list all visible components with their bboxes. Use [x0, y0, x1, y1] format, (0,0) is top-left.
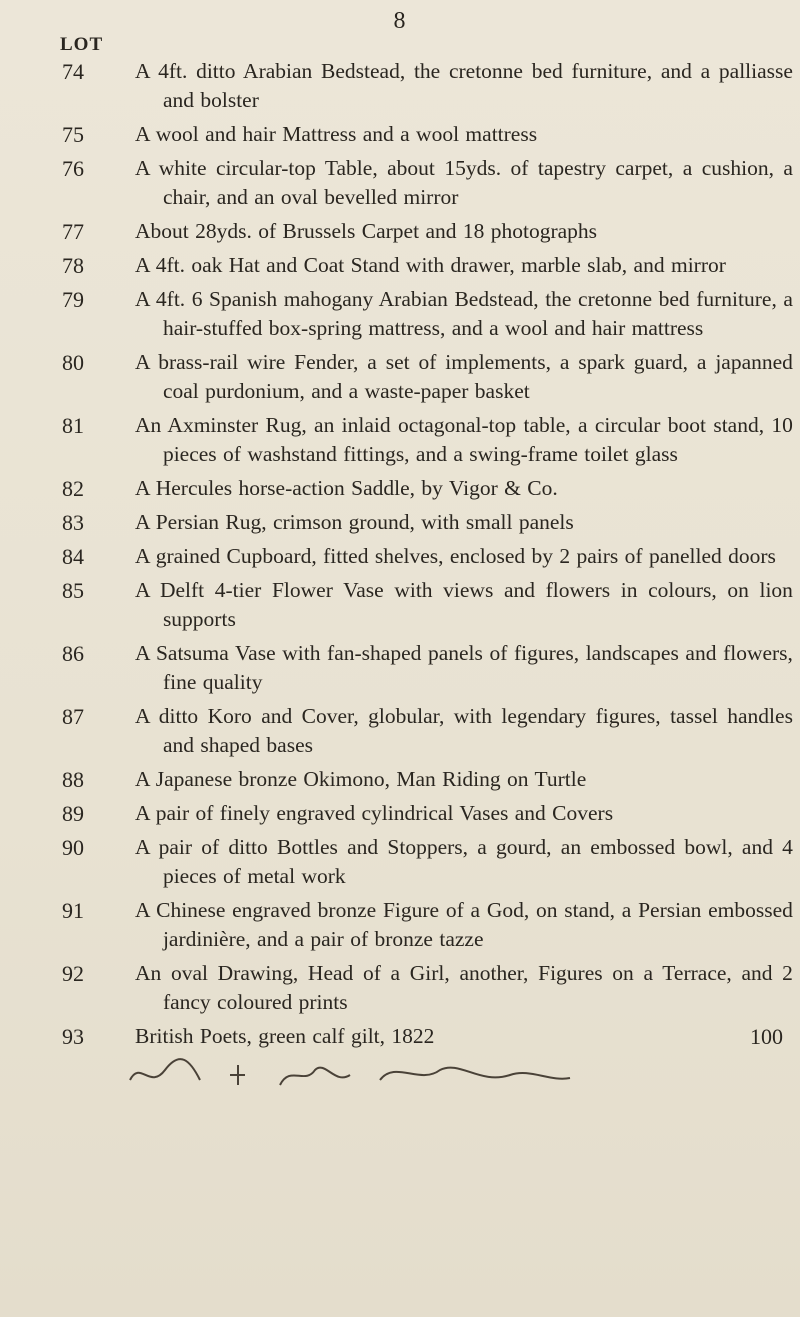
lot-number: 90: [62, 835, 84, 860]
lot-description: An oval Drawing, Head of a Girl, another, Figures on a Terrace, and 2 fancy coloured prints: [135, 961, 793, 1014]
lot-entry: [0, 348, 800, 406]
lot-entry: [0, 217, 800, 246]
lot-number: 91: [62, 898, 84, 923]
lot-description: A 4ft. 6 Spanish mahogany Arabian Bedstead, the cretonne bed furniture, a hair-stuffed box-spring mattress, and a wool and hair mattress: [135, 287, 793, 340]
lot-list: [0, 57, 800, 1056]
lot-number: 89: [62, 801, 84, 826]
lot-number: 75: [62, 122, 84, 147]
lot-entry: [0, 474, 800, 503]
lot-entry: [0, 411, 800, 469]
lot-description: About 28yds. of Brussels Carpet and 18 photographs: [135, 219, 598, 243]
lot-description: A brass-rail wire Fender, a set of implements, a spark guard, a japanned coal purdonium, and a waste-paper basket: [135, 350, 793, 403]
lot-number: 92: [62, 961, 84, 986]
lot-entry: [0, 896, 800, 954]
lot-number: 85: [62, 578, 84, 603]
lot-description: A grained Cupboard, fitted shelves, enclosed by 2 pairs of panelled doors: [135, 544, 776, 568]
lot-entry: [0, 765, 800, 794]
lot-number: 88: [62, 767, 84, 792]
handwritten-annotation: [120, 1040, 720, 1100]
lot-number: 79: [62, 287, 84, 312]
lot-quantity: 100: [749, 1024, 783, 1049]
lot-description: A 4ft. ditto Arabian Bedstead, the cretonne bed furniture, and a palliasse and bolster: [135, 59, 793, 112]
lot-description: A Satsuma Vase with fan-shaped panels of figures, landscapes and flowers, fine quality: [135, 641, 793, 694]
page-number: 8: [393, 8, 407, 34]
lot-entry: [0, 120, 800, 149]
lot-description: A white circular-top Table, about 15yds. of tapestry carpet, a cushion, a chair, and an oval bevelled mirror: [135, 156, 793, 209]
lot-entry: [0, 639, 800, 697]
lot-description: A pair of ditto Bottles and Stoppers, a gourd, an embossed bowl, and 4 pieces of metal work: [135, 835, 793, 888]
lot-entry: [0, 702, 800, 760]
lot-description: An Axminster Rug, an inlaid octagonal-top table, a circular boot stand, 10 pieces of washstand fittings, and a swing-frame toilet glass: [135, 413, 793, 466]
lot-number: 83: [62, 510, 84, 535]
lot-description: A Delft 4-tier Flower Vase with views and flowers in colours, on lion supports: [135, 578, 793, 631]
lot-column-header: LOT: [60, 34, 104, 55]
lot-number: 80: [62, 350, 84, 375]
lot-description: A Hercules horse-action Saddle, by Vigor & Co.: [135, 476, 558, 500]
lot-entry: [0, 57, 800, 115]
lot-description: A Chinese engraved bronze Figure of a God, on stand, a Persian embossed jardinière, and a pair of bronze tazze: [135, 898, 793, 951]
lot-number: 74: [62, 59, 84, 84]
lot-description: A ditto Koro and Cover, globular, with legendary figures, tassel handles and shaped bases: [135, 704, 793, 757]
lot-number: 84: [62, 544, 84, 569]
lot-number: 87: [62, 704, 84, 729]
lot-entry: [0, 251, 800, 280]
lot-entry: [0, 833, 800, 891]
lot-entry: [0, 154, 800, 212]
lot-number: 76: [62, 156, 84, 181]
lot-entry: [0, 576, 800, 634]
lot-entry: [0, 799, 800, 828]
lot-number: 81: [62, 413, 84, 438]
lot-number: 82: [62, 476, 84, 501]
lot-entry: [0, 285, 800, 343]
lot-entry: [0, 959, 800, 1017]
lot-description: A Japanese bronze Okimono, Man Riding on Turtle: [135, 767, 587, 791]
lot-description: A 4ft. oak Hat and Coat Stand with drawer, marble slab, and mirror: [135, 253, 726, 277]
lot-entry: [0, 508, 800, 537]
lot-description: British Poets, green calf gilt, 1822: [135, 1024, 435, 1048]
lot-number: 77: [62, 219, 84, 244]
handwriting-scribble-icon: [120, 1040, 720, 1100]
lot-description: A Persian Rug, crimson ground, with small panels: [135, 510, 574, 534]
lot-description: A pair of finely engraved cylindrical Vases and Covers: [135, 801, 614, 825]
lot-entry: [0, 542, 800, 571]
lot-number: 93: [62, 1024, 84, 1049]
lot-number: 78: [62, 253, 84, 278]
lot-description: A wool and hair Mattress and a wool mattress: [135, 122, 538, 146]
lot-number: 86: [62, 641, 84, 666]
